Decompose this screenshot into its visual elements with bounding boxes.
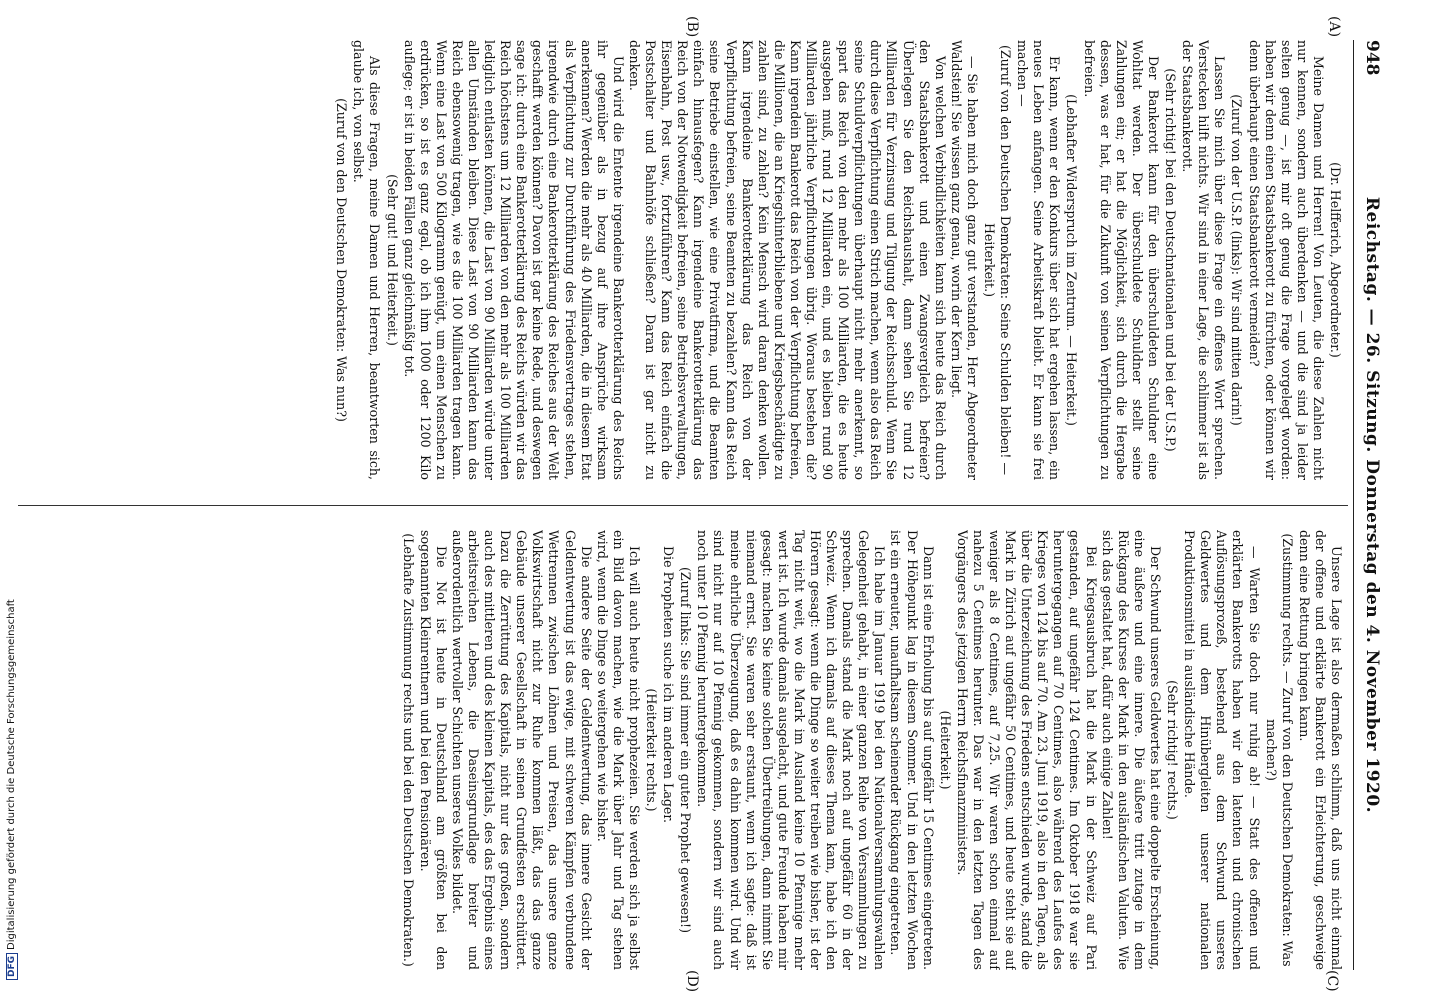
interjection: (Lebhafte Zustimmung rechts und bei den Deutschen Demokraten.) <box>400 533 416 967</box>
paragraph: Dann ist eine Erholung bis auf ungefähr 15 Centimes eingetreten. Der Höhepunkt lag in diesem Sommer. Und in den letzten Wochen ist ein erneuter, unaufhaltsam scheinender Rückgang eingetreten. <box>888 530 936 970</box>
digitization-credit <box>6 560 18 980</box>
page-header <box>1353 40 1384 970</box>
paragraph: Die Propheten suche ich im anderen Lager. <box>661 546 677 824</box>
interjection: (Zuruf von der U.S.P. (links): Wir sind mitten darin!) <box>1229 94 1245 426</box>
column-divider <box>18 505 1348 506</box>
interjection: (Sehr richtig! rechts.) <box>1165 680 1181 820</box>
paragraph: Und wird die Entente irgendeine Bankerotterklärung des Reichs ihr gegenüber als in bezug auf ihre Ansprüche wirksam anerkennen? Werden die mehr als 40 Milliarden, die in diesem Etat als Verpflichtung zur Durchführung des Friedensvertrages stehen, irgendwie durch eine Bankerotterklärung des Reiches aus der Welt geschafft werden können? Davon ist gar keine Rede, und deswegen sage ich: durch eine Bankerotterklärung des Reichs würden wir das Reich höchstens um 12 Milliarden von den mehr als 100 Milliarden lediglich entlasten können, die Last von 90 Milliarden würde unter allen Umständen bleiben. Diese Last von 90 Milliarden kann das Reich ebensowenig tragen, wie es die 100 Milliarden tragen kann. Wenn eine Last von 500 Kilogramm genügt, um einen Menschen zu erdrücken, so ist es ganz egal, ob ich ihm 1000 oder 1200 Kilo auflege; er ist in beiden Fällen ganz gleichmäßig tot. <box>401 40 626 480</box>
margin-marker-b: (B) <box>684 16 700 38</box>
paragraph: Der Bankerott kann für den überschuldeten Schuldner eine Wohltat werden. Der überschuldete Schuldner stellt seine Zahlungen ein; er hat die Möglichkeit, sich durch die Hergabe dessen, was er hat, für die Zukunft von seinen Verpflichtungen zu befreien. <box>1081 40 1161 480</box>
text-column-left <box>14 40 1344 480</box>
paragraph: — Sie haben mich doch ganz gut verstanden, Herr Abgeordneter Waldstein! Sie wissen ganz genau, worin der Kern liegt. <box>948 40 980 480</box>
paragraph: Von welchen Verbindlichkeiten kann sich heute das Reich durch den Staatsbankerott und einen Zwangsvergleich befreien? Überlegen Sie den Reichshaushalt, dann sehen Sie rund 12 Milliarden für Verzinsung und Tilgung der Reichsschuld. Wenn Sie durch diese Verpflichtung einen Strich machen, wenn also das Reich seine Schuldverpflichtungen überhaupt nicht mehr anerkennt, so spart das Reich von den mehr als 100 Milliarden, die es heute ausgeben muß, rund 12 Milliarden ein, und es bleiben rund 90 Milliarden jährliche Verpflichtungen übrig. Woraus bestehen die? Kann irgendein Bankerott das Reich von der Verpflichtung befreien, die Millionen, die an Kriegshinterbliebene und Kriegsbeschädigte zu zahlen sind, zu zahlen? Kein Mensch wird daran denken wollen. Kann irgendeine Bankerotterklärung das Reich von der Verpflichtung befreien, seine Beamten zu bezahlen? Kann das Reich seine Betriebe einstellen, wie eine Privatfirma, und die Beamten einfach hinausfegen? Kann irgendeine Bankerotterklärung das Reich von der Notwendigkeit befreien, seine Betriebsverwaltungen, Eisenbahn, Post usw., fortzuführen? Kann das Reich einfach die Postschalter und Bahnhöfe schließen? Daran ist gar nicht zu denken. <box>626 40 948 480</box>
paragraph: Lassen Sie mich über diese Frage ein offenes Wort sprechen. Verstecken hilft nichts. Wir sind in einer Lage, die schlimmer ist als der Staatsbankerott. <box>1180 40 1228 480</box>
interjection: (Zuruf von den Deutschen Demokraten: Seine Schulden bleiben! — Heiterkeit.) <box>982 44 1014 476</box>
interjection: (Zuruf von den Deutschen Demokraten: Was nun?) <box>334 98 350 422</box>
interjection: (Lebhafter Widerspruch im Zentrum. — Heiterkeit.) <box>1064 94 1080 426</box>
dfg-logo: DFG <box>6 953 18 980</box>
credit-text: Digitalisierung gefördert durch die Deutsche Forschungsgemeinschaft <box>6 599 17 950</box>
paragraph: Bei Kriegsausbruch hat die Mark in der Schweiz auf Pari gestanden, auf ungefähr 124 Centimes. Im Oktober 1918 war sie heruntergegangen auf 70 Centimes, also während des Laufes des Krieges von 124 bis auf 70. Am 23. Juni 1919, also in den Tagen, als über die Unterzeichnung des Friedens entschieden wurde, stand die Mark in Zürich auf ungefähr 50 Centimes, und heute steht sie auf weniger als 8 Centimes, auf 7,25. Wir waren schon einmal auf nahezu 5 Centimes herunter. Das war in den letzten Tagen des Vorgängers des jetzigen Herrn Reichsfinanzministers. <box>954 530 1099 970</box>
text-column-right <box>14 530 1344 970</box>
interjection: (Zuruf links: Sie sind immer ein guter Prophet gewesen!) <box>678 566 694 934</box>
page-title: Reichstag. — 26. Sitzung. Donnerstag den 4. November 1920. <box>1362 196 1382 814</box>
paragraph: Ich will auch heute nicht prophezeien. Sie werden sich ja selbst ein Bild davon machen, wie die Mark über Jahr und Tag stehen wird, wenn die Dinge so weitergehen wie bisher. <box>594 530 642 970</box>
interjection: (Sehr gut! und Heiterkeit.) <box>384 174 400 346</box>
interjection: (Heiterkeit.) <box>937 710 953 790</box>
paragraph: Die Not ist heute in Deutschland am größten bei den sogenannten Kleinrentnern und bei den Pensionären. <box>417 530 449 970</box>
paragraph: Er kann, wenn er den Konkurs über sich hat ergehen lassen, ein neues Leben anfangen. Seine Arbeitskraft bleibt. Er kann sie frei machen — <box>1015 40 1063 480</box>
margin-marker-c: (C) <box>1324 970 1340 992</box>
page-number: 948 <box>1362 40 1382 76</box>
paragraph: — Warten Sie doch nur ruhig ab! — Statt des offenen und erklärten Bankerotts haben wir den latenten und chronischen Auflösungsprozeß, bestehend aus dem Schwund unseres Geldwertes und dem Hinübergleiten unserer nationalen Produktionsmittel in ausländische Hände. <box>1182 530 1262 970</box>
margin-marker-d: (D) <box>684 970 700 993</box>
paragraph: Unsere Lage ist also dermaßen schlimm, daß uns nicht einmal der offene und erklärte Bankerott ein Erleichterung, geschweige denn eine Rettung bringen kann. <box>1296 530 1344 970</box>
interjection: (Zustimmung rechts. — Zuruf von den Deutschen Demokraten: Was machen?) <box>1263 533 1295 967</box>
interjection: (Heiterkeit rechts.) <box>644 688 660 812</box>
paragraph: Der Schwund unseres Geldwertes hat eine doppelte Erscheinung, eine äußere und eine innere. Die äußere tritt zutage in dem Rückgang des Kurses der Mark in den ausländischen Valuten. Wie sich das gestaltet hat, dafür auch einige Zahlen! <box>1099 530 1163 970</box>
paragraph: Als diese Fragen, meine Damen und Herren, beantworten sich, glaube ich, von selbst. <box>351 40 383 480</box>
paragraph: Die andere Seite der Geldentwertung, das innere Gesicht der Geldentwertung ist das ewige, mit schweren Kämpfen verbundene Wettrennen zwischen Löhnen und Preisen, das unsere ganze Volkswirtschaft nicht zur Ruhe kommen läßt, das das ganze Gebäude unserer Gesellschaft in seinen Grundfesten erschüttert. Dazu die Zerrüttung des Kapitals, nicht nur des großen, sondern auch des mittleren und des kleinen Kapitals, des das Ergebnis eines arbeitsreichen Lebens, die Daseinsgrundlage breiter und außerordentlich wertvoller Schichten unseres Volkes bildet. <box>449 530 594 970</box>
interjection: (Dr. Helfferich, Abgeordneter.) <box>1328 162 1343 358</box>
paragraph: Meine Damen und Herren! Von Leuten, die diese Zahlen nicht nur kennen, sondern auch überdenken — und die sind ja leider selten genug —, ist mir oft genug die Frage vorgelegt worden: haben wir denn einen Staatsbankerott zu fürchten, oder können wir denn überhaupt einen Staatsbankerott vermeiden? <box>1246 40 1326 480</box>
margin-marker-a: (A) <box>1326 16 1342 38</box>
paragraph: Ich habe im Januar 1919 bei den Nationalversammlungswahlen Gelegenheit gehabt, in einer ganzen Reihe von Versammlungen zu sprechen. Damals stand die Mark noch auf ungefähr 60 in der Schweiz. Wenn ich damals auf dieses Thema kam, habe ich den Hörern gesagt: wenn die Dinge so weiter treiben wie bisher, ist der Tag nicht weit, wo die Mark im Ausland keine 10 Pfennige mehr wert ist. Ich wurde damals ausgelacht, und gute Freunde haben mir gesagt: machen Sie keine solchen Übertreibungen, dann nimmt Sie niemand ernst. Sie waren sehr erstaunt, wenn ich sagte: daß ist meine ehrliche Überzeugung, daß es dahin kommen wird. Und wir sind nicht nur auf 10 Pfennig gekommen, sondern wir sind auch noch unter 10 Pfennig heruntergekommen. <box>695 530 888 970</box>
interjection: (Sehr richtig! bei den Deutschnationalen und bei der U.S.P.) <box>1163 68 1179 452</box>
